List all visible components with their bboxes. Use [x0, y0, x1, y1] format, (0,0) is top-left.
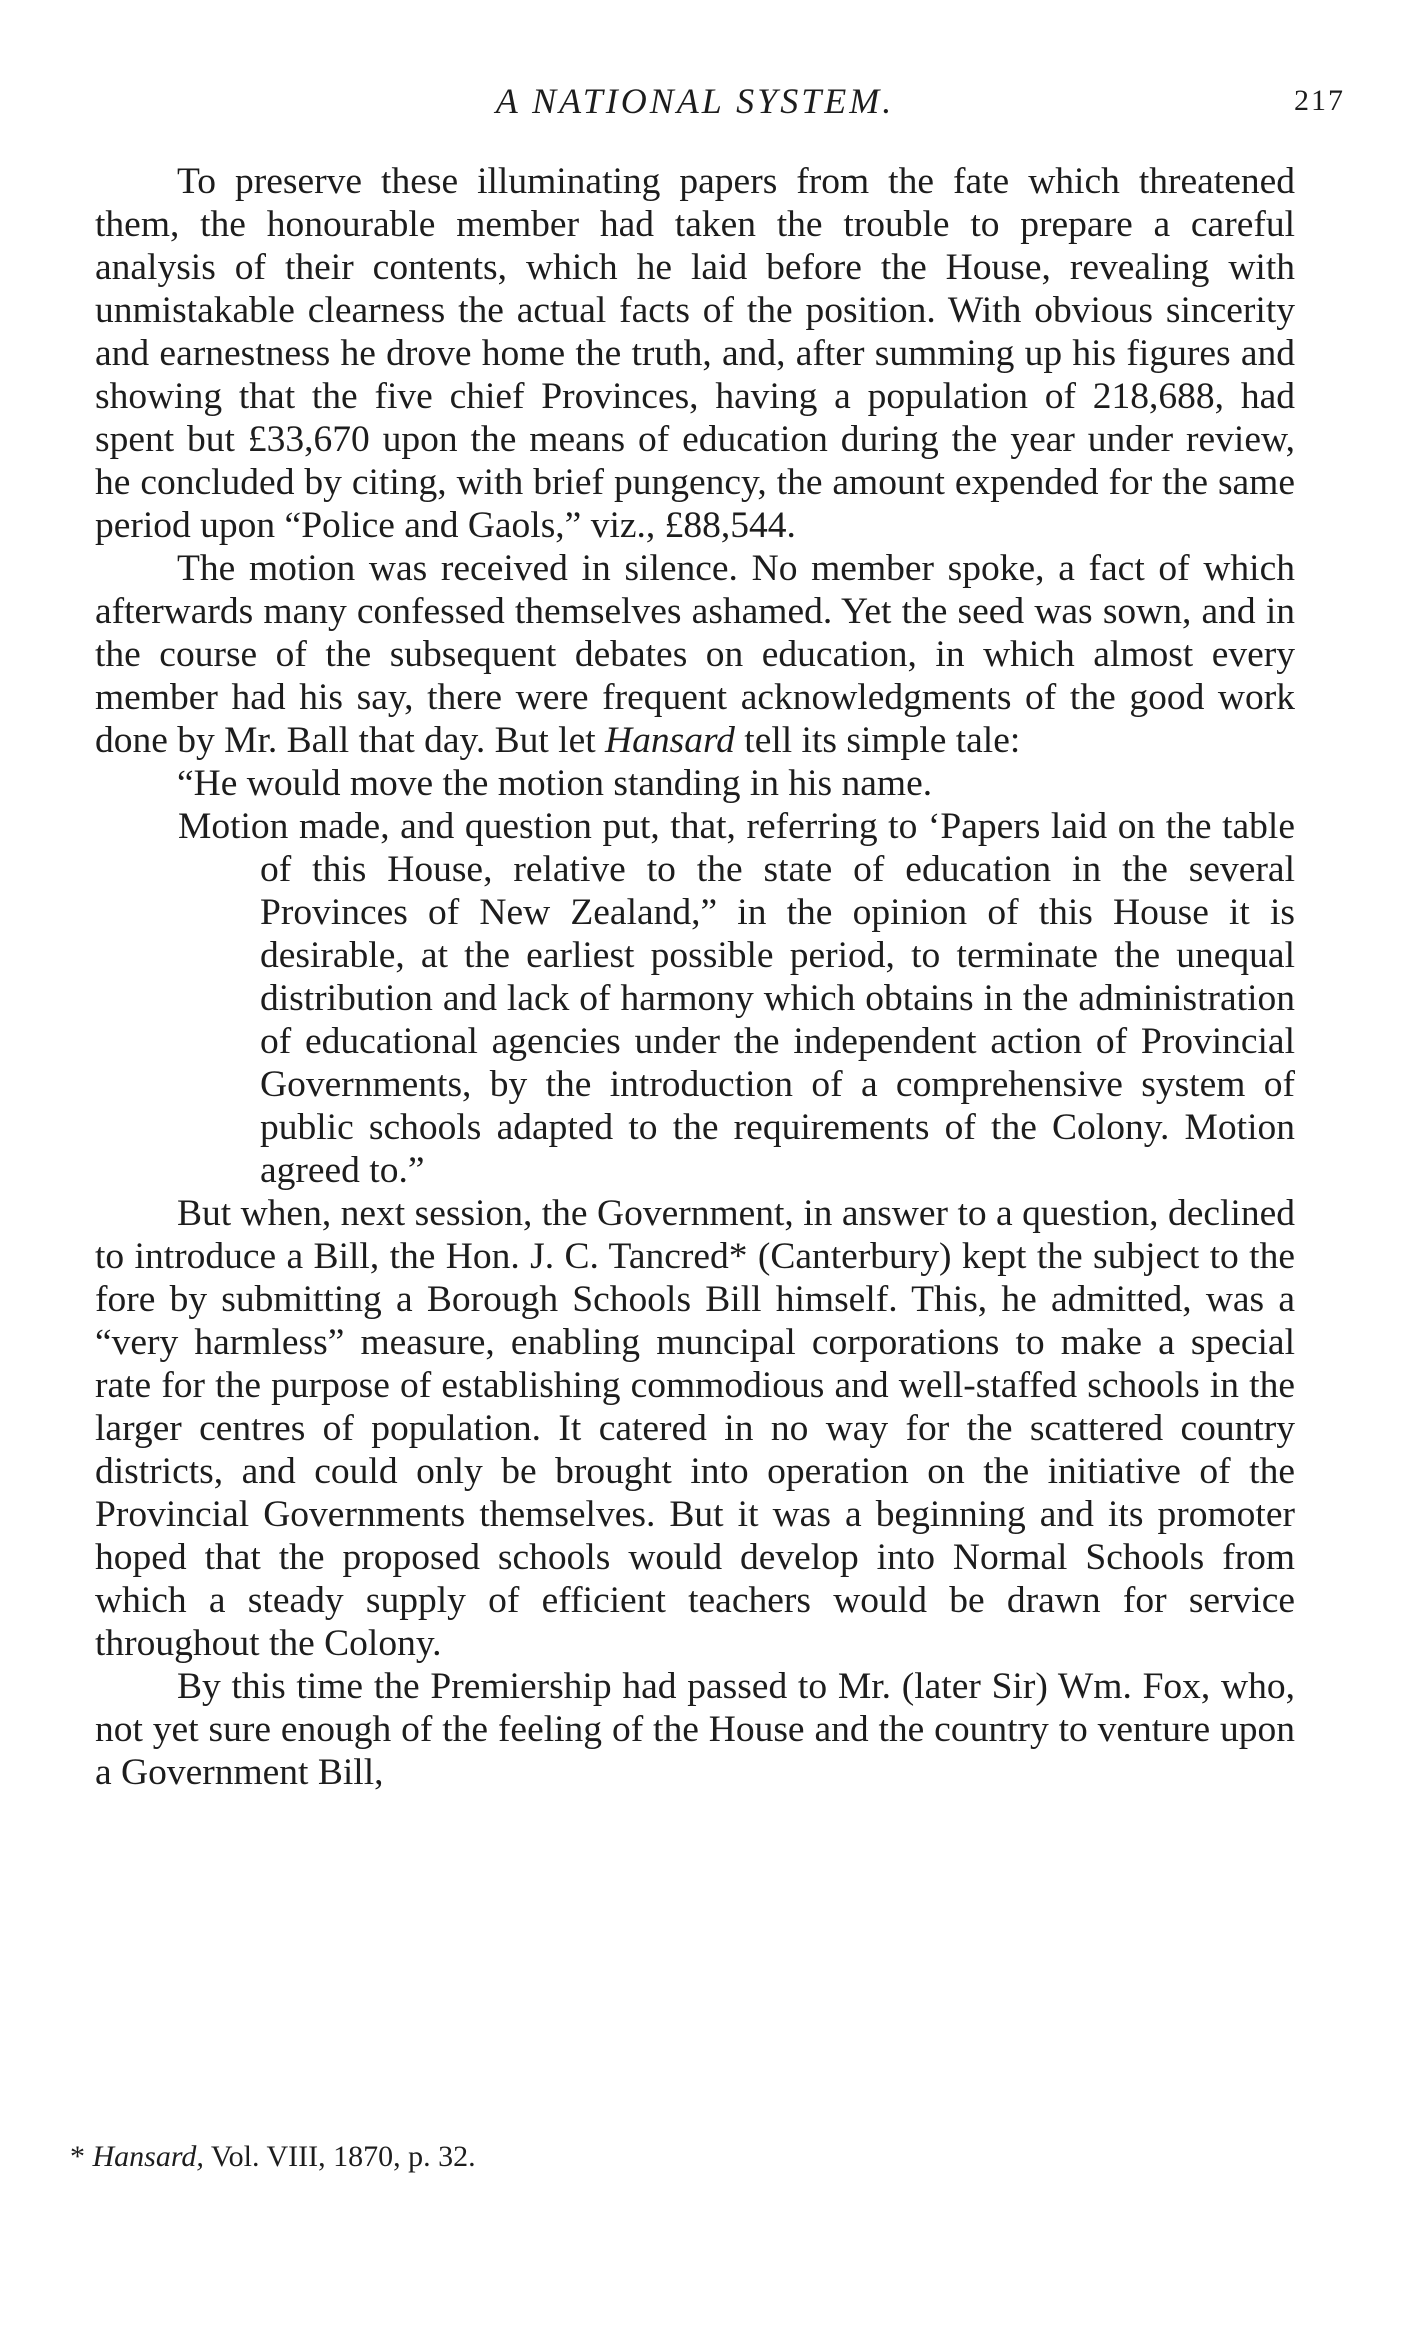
hansard-reference: Hansard [605, 720, 735, 761]
footnote-source: Hansard, [92, 2140, 204, 2173]
paragraph-2-text: The motion was received in silence. No member spoke, a fact of which afterwards many confessed themselves ashamed. Yet the seed was sown, and in the course of the subsequent debates on education, in which almost every member had his say, there were frequent acknowledgments of the good work done by Mr. Ball that day. But let [95, 548, 1295, 761]
paragraph-2-end: tell its simple tale: [734, 720, 1021, 761]
footnote [70, 2140, 476, 2174]
body-text [95, 160, 1295, 1794]
page-number: 217 [1294, 84, 1345, 117]
running-title: A NATIONAL SYSTEM. [495, 81, 895, 121]
paragraph-1: To preserve these illuminating papers from the fate which threatened them, the honourable member had taken the trouble to prepare a careful analysis of their contents, which he laid before the House, revealing with unmistakable clearness the actual facts of the position. With obvious sincerity and earnestness he drove home the truth, and, after summing up his figures and showing that the five chief Provinces, having a population of 218,688, had spent but £33,670 upon the means of education during the year under review, he concluded by citing, with brief pungency, the amount expended for the same period upon “Police and Gaols,” viz., £88,544. [95, 161, 1295, 546]
book-page [95, 80, 1345, 1794]
quote-motion: Motion made, and question put, that, referring to ‘Papers laid on the table of this House, relative to the state of education in the several Provinces of New Zealand,” in the opinion of this House it is desirable, at the earliest possible period, to terminate the unequal distribution and lack of harmony which obtains in the administration of educational agencies under the independent action of Provincial Governments, by the introduction of a comprehensive system of public schools adapted to the requirements of the Colony. Motion agreed to.” [178, 806, 1295, 1191]
paragraph-4: By this time the Premiership had passed to Mr. (later Sir) Wm. Fox, who, not yet sure enough of the feeling of the House and the country to venture upon a Government Bill, [95, 1666, 1295, 1793]
page-header [95, 80, 1345, 140]
footnote-details: Vol. VIII, 1870, p. 32. [203, 2140, 476, 2173]
paragraph-2 [95, 547, 1295, 762]
footnote-marker: * [70, 2140, 93, 2173]
quote-lead-line: “He would move the motion standing in his name. [177, 763, 933, 804]
paragraph-3: But when, next session, the Government, in answer to a question, declined to introduce a Bill, the Hon. J. C. Tancred* (Canterbury) kept the subject to the fore by submitting a Borough Schools Bill himself. This, he admitted, was a “very harmless” measure, enabling muncipal corporations to make a special rate for the purpose of establishing commodious and well-staffed schools in the larger centres of population. It catered in no way for the scattered country districts, and could only be brought into operation on the initiative of the Provincial Governments themselves. But it was a beginning and its promoter hoped that the proposed schools would develop into Normal Schools from which a steady supply of efficient teachers would be drawn for service throughout the Colony. [95, 1193, 1295, 1664]
